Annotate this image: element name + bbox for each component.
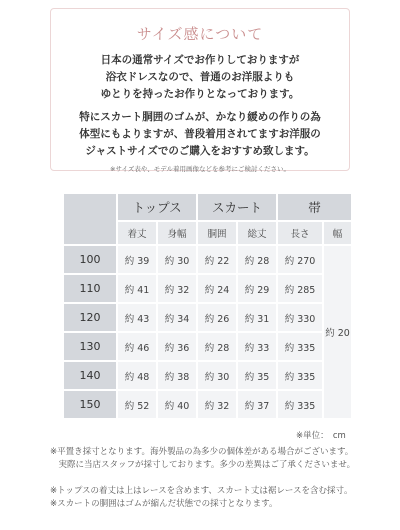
size-label: 140 — [64, 362, 116, 389]
size-table — [62, 192, 353, 420]
table-cell: 約 32 — [198, 391, 236, 418]
size-label: 110 — [64, 275, 116, 302]
table-cell: 約 32 — [158, 275, 196, 302]
size-label: 100 — [64, 246, 116, 273]
table-cell: 約 30 — [158, 246, 196, 273]
table-cell: 約 30 — [198, 362, 236, 389]
notice-line: ゆとりを持ったお作りとなっております。 — [100, 88, 300, 100]
column-header: 幅 — [324, 222, 351, 244]
group-header-tops: トップス — [118, 194, 196, 220]
table-cell: 約 24 — [198, 275, 236, 302]
table-cell: 約 46 — [118, 333, 156, 360]
table-cell: 約 39 — [118, 246, 156, 273]
measurement-notes — [50, 446, 355, 472]
column-header: 着丈 — [118, 222, 156, 244]
group-header-skirt: スカート — [198, 194, 276, 220]
notice-paragraph-1 — [51, 52, 349, 103]
notice-line: 日本の通常サイズでお作りしておりますが — [100, 54, 300, 66]
note-line: 実際に当店スタッフが採寸しております。多少の差異はご了承くださいませ。 — [50, 460, 356, 470]
table-cell: 約 29 — [238, 275, 276, 302]
size-label: 120 — [64, 304, 116, 331]
table-row — [64, 246, 351, 273]
notice-line: 浴衣ドレスなので、普通のお洋服よりも — [105, 71, 295, 83]
column-header: 長さ — [278, 222, 322, 244]
table-cell: 約 33 — [238, 333, 276, 360]
unit-note: ※単位： cm — [296, 431, 346, 441]
size-label: 130 — [64, 333, 116, 360]
column-header: 総丈 — [238, 222, 276, 244]
table-cell: 約 31 — [238, 304, 276, 331]
table-row — [64, 275, 351, 302]
table-cell: 約 285 — [278, 275, 322, 302]
note-line: ※スカートの胴囲はゴムが縮んだ状態での採寸となります。 — [50, 499, 278, 509]
table-cell: 約 28 — [238, 246, 276, 273]
table-cell: 約 270 — [278, 246, 322, 273]
note-line: ※トップスの着丈は上はレースを含めます、スカート丈は裾レースを含む採寸。 — [50, 486, 353, 496]
table-cell: 約 40 — [158, 391, 196, 418]
table-cell: 約 37 — [238, 391, 276, 418]
size-notice-box — [50, 8, 350, 171]
notice-footnote: ※サイズ表や、モデル着用画像などを参考にご検討ください。 — [110, 165, 290, 173]
table-cell: 約 34 — [158, 304, 196, 331]
group-header-obi: 帯 — [278, 194, 351, 220]
table-row — [64, 391, 351, 418]
table-cell: 約 41 — [118, 275, 156, 302]
table-row — [64, 362, 351, 389]
size-label: 150 — [64, 391, 116, 418]
column-header: 身幅 — [158, 222, 196, 244]
table-cell: 約 26 — [198, 304, 236, 331]
table-row — [64, 333, 351, 360]
table-cell: 約 330 — [278, 304, 322, 331]
column-header: 胴囲 — [198, 222, 236, 244]
table-row — [64, 304, 351, 331]
table-cell: 約 35 — [238, 362, 276, 389]
notice-title: サイズ感について — [136, 25, 264, 43]
notice-line: 特にスカート胴囲のゴムが、かなり緩めの作りの為 — [79, 111, 321, 123]
table-cell: 約 335 — [278, 391, 322, 418]
table-cell: 約 335 — [278, 362, 322, 389]
obi-width-cell: 約 20 — [324, 246, 351, 418]
table-cell: 約 36 — [158, 333, 196, 360]
table-cell: 約 335 — [278, 333, 322, 360]
table-corner — [64, 194, 116, 244]
table-cell: 約 38 — [158, 362, 196, 389]
table-cell: 約 28 — [198, 333, 236, 360]
note-line: ※平置き採寸となります。海外製品の為多少の個体差がある場合がございます。 — [50, 447, 354, 457]
notice-line: ジャストサイズでのご購入をおすすめ致します。 — [85, 145, 315, 157]
notice-paragraph-2 — [51, 109, 349, 160]
table-cell: 約 52 — [118, 391, 156, 418]
table-cell: 約 43 — [118, 304, 156, 331]
garment-notes — [50, 485, 353, 511]
table-cell: 約 22 — [198, 246, 236, 273]
notice-line: 体型にもよりますが、普段着用されてますお洋服の — [79, 128, 321, 140]
table-cell: 約 48 — [118, 362, 156, 389]
